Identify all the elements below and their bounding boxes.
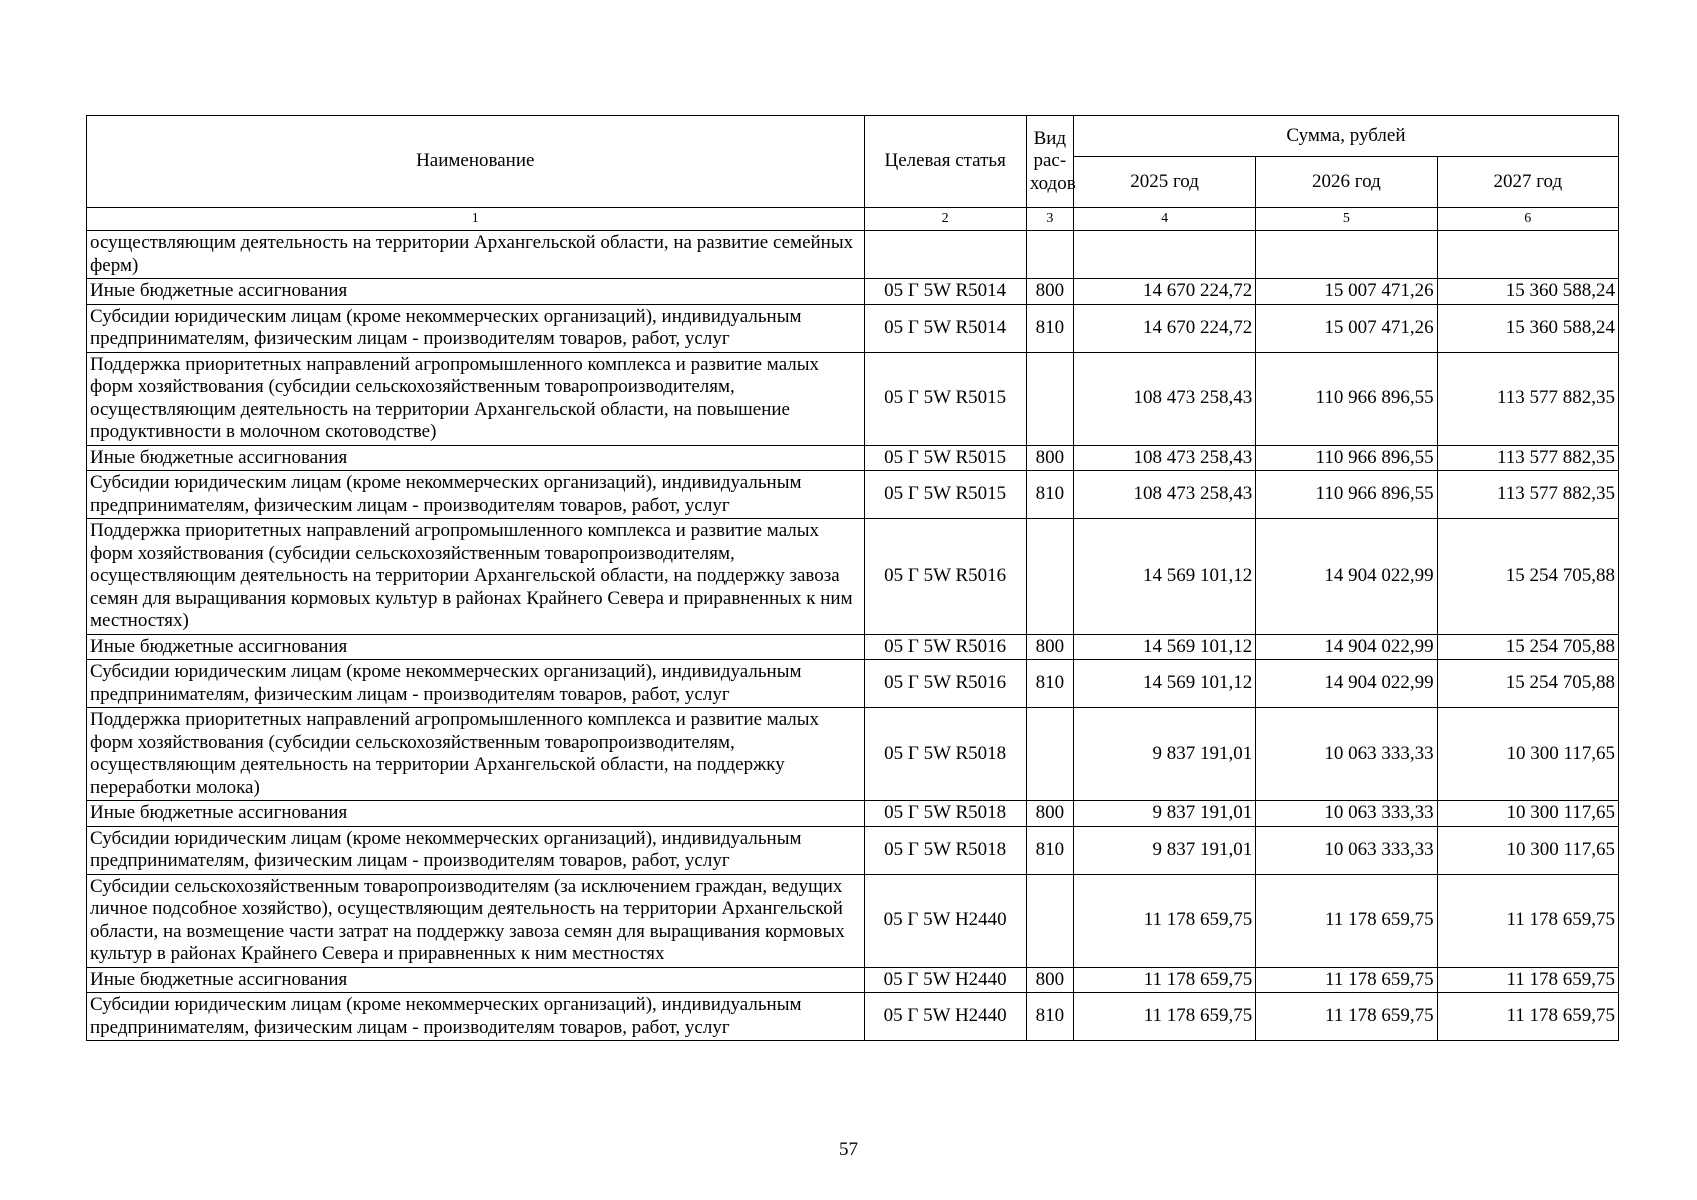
- row-expense-type: 800: [1026, 967, 1073, 993]
- row-name: Субсидии юридическим лицам (кроме некоммерческих организаций), индивидуальным предпринимателям, физическим лицам - производителям товаров, работ, услуг: [87, 304, 865, 352]
- table-row: [87, 993, 1619, 1041]
- table-row: [87, 471, 1619, 519]
- row-target-code: 05 Г 5W H2440: [864, 967, 1026, 993]
- table-row: [87, 352, 1619, 445]
- col-number: 5: [1256, 208, 1437, 231]
- row-amount-2025: [1073, 231, 1255, 279]
- row-amount-2027: 15 360 588,24: [1437, 304, 1618, 352]
- row-amount-2025: 108 473 258,43: [1073, 445, 1255, 471]
- table-row: [87, 634, 1619, 660]
- table-row: [87, 801, 1619, 827]
- row-amount-2027: 113 577 882,35: [1437, 352, 1618, 445]
- table-row: [87, 304, 1619, 352]
- header-target: Целевая статья: [864, 116, 1026, 208]
- row-name: Субсидии юридическим лицам (кроме некоммерческих организаций), индивидуальным предпринимателям, физическим лицам - производителям товаров, работ, услуг: [87, 993, 865, 1041]
- row-amount-2025: 108 473 258,43: [1073, 471, 1255, 519]
- row-amount-2027: 15 360 588,24: [1437, 279, 1618, 305]
- col-number: 6: [1437, 208, 1618, 231]
- row-expense-type: [1026, 874, 1073, 967]
- row-amount-2027: 11 178 659,75: [1437, 993, 1618, 1041]
- row-amount-2027: 10 300 117,65: [1437, 826, 1618, 874]
- row-target-code: 05 Г 5W H2440: [864, 993, 1026, 1041]
- table-row: [87, 231, 1619, 279]
- row-amount-2025: 14 670 224,72: [1073, 279, 1255, 305]
- row-name: Иные бюджетные ассигнования: [87, 801, 865, 827]
- row-amount-2025: 14 569 101,12: [1073, 519, 1255, 635]
- row-amount-2026: 110 966 896,55: [1256, 445, 1437, 471]
- row-expense-type: 800: [1026, 445, 1073, 471]
- table-row: [87, 874, 1619, 967]
- row-expense-type: 810: [1026, 660, 1073, 708]
- row-amount-2027: 113 577 882,35: [1437, 445, 1618, 471]
- row-target-code: [864, 231, 1026, 279]
- row-amount-2027: 15 254 705,88: [1437, 660, 1618, 708]
- row-expense-type: 800: [1026, 279, 1073, 305]
- row-amount-2027: 10 300 117,65: [1437, 708, 1618, 801]
- col-number: 1: [87, 208, 865, 231]
- row-amount-2026: 10 063 333,33: [1256, 826, 1437, 874]
- row-amount-2025: 11 178 659,75: [1073, 967, 1255, 993]
- row-amount-2026: 10 063 333,33: [1256, 801, 1437, 827]
- table-body: [87, 231, 1619, 1041]
- row-amount-2025: 11 178 659,75: [1073, 993, 1255, 1041]
- row-amount-2025: 14 670 224,72: [1073, 304, 1255, 352]
- row-name: Поддержка приоритетных направлений агропромышленного комплекса и развитие малых форм хозяйствования (субсидии сельскохозяйственным товаропроизводителям, осуществляющим деятельность на территории Архангельской области, на поддержку переработки молока): [87, 708, 865, 801]
- row-name: Субсидии сельскохозяйственным товаропроизводителям (за исключением граждан, ведущих личное подсобное хозяйство), осуществляющим деятельность на территории Архангельской области, на возмещение части затрат на поддержку завоза семян для выращивания кормовых культур в районах Крайнего Севера и приравненных к ним местностях: [87, 874, 865, 967]
- row-target-code: 05 Г 5W R5016: [864, 519, 1026, 635]
- row-name: Иные бюджетные ассигнования: [87, 445, 865, 471]
- row-target-code: 05 Г 5W R5018: [864, 826, 1026, 874]
- row-amount-2027: [1437, 231, 1618, 279]
- row-expense-type: 800: [1026, 634, 1073, 660]
- row-target-code: 05 Г 5W R5015: [864, 445, 1026, 471]
- row-expense-type: 800: [1026, 801, 1073, 827]
- row-target-code: 05 Г 5W R5016: [864, 660, 1026, 708]
- header-year-2026: 2026 год: [1256, 157, 1437, 208]
- col-number: 2: [864, 208, 1026, 231]
- header-year-2027: 2027 год: [1437, 157, 1618, 208]
- row-amount-2027: 113 577 882,35: [1437, 471, 1618, 519]
- row-amount-2025: 14 569 101,12: [1073, 660, 1255, 708]
- row-amount-2026: 14 904 022,99: [1256, 660, 1437, 708]
- row-target-code: 05 Г 5W R5016: [864, 634, 1026, 660]
- row-target-code: 05 Г 5W R5018: [864, 708, 1026, 801]
- row-expense-type: [1026, 352, 1073, 445]
- row-target-code: 05 Г 5W R5015: [864, 471, 1026, 519]
- row-expense-type: [1026, 519, 1073, 635]
- page-number: 57: [839, 1139, 858, 1160]
- row-name: осуществляющим деятельность на территории Архангельской области, на развитие семейных ферм): [87, 231, 865, 279]
- table-row: [87, 279, 1619, 305]
- row-expense-type: 810: [1026, 304, 1073, 352]
- row-amount-2026: 11 178 659,75: [1256, 874, 1437, 967]
- table-row: [87, 967, 1619, 993]
- row-amount-2027: 15 254 705,88: [1437, 519, 1618, 635]
- row-amount-2027: 11 178 659,75: [1437, 874, 1618, 967]
- table-row: [87, 826, 1619, 874]
- row-name: Иные бюджетные ассигнования: [87, 634, 865, 660]
- row-amount-2025: 108 473 258,43: [1073, 352, 1255, 445]
- row-amount-2027: 10 300 117,65: [1437, 801, 1618, 827]
- row-name: Иные бюджетные ассигнования: [87, 967, 865, 993]
- row-amount-2026: 11 178 659,75: [1256, 967, 1437, 993]
- row-amount-2026: 14 904 022,99: [1256, 519, 1437, 635]
- row-target-code: 05 Г 5W R5015: [864, 352, 1026, 445]
- row-amount-2026: 15 007 471,26: [1256, 279, 1437, 305]
- row-expense-type: [1026, 231, 1073, 279]
- row-amount-2025: 9 837 191,01: [1073, 708, 1255, 801]
- row-target-code: 05 Г 5W R5018: [864, 801, 1026, 827]
- row-amount-2026: 14 904 022,99: [1256, 634, 1437, 660]
- row-expense-type: 810: [1026, 993, 1073, 1041]
- row-amount-2025: 14 569 101,12: [1073, 634, 1255, 660]
- row-amount-2025: 11 178 659,75: [1073, 874, 1255, 967]
- row-expense-type: 810: [1026, 826, 1073, 874]
- table-row: [87, 660, 1619, 708]
- header-vid: Вид рас-ходов: [1026, 116, 1073, 208]
- table-row: [87, 519, 1619, 635]
- row-name: Субсидии юридическим лицам (кроме некоммерческих организаций), индивидуальным предпринимателям, физическим лицам - производителям товаров, работ, услуг: [87, 471, 865, 519]
- row-amount-2026: [1256, 231, 1437, 279]
- budget-table: [86, 115, 1619, 1041]
- header-sum: Сумма, рублей: [1073, 116, 1618, 157]
- col-number: 3: [1026, 208, 1073, 231]
- row-expense-type: 810: [1026, 471, 1073, 519]
- row-amount-2025: 9 837 191,01: [1073, 826, 1255, 874]
- row-amount-2027: 11 178 659,75: [1437, 967, 1618, 993]
- row-target-code: 05 Г 5W H2440: [864, 874, 1026, 967]
- row-amount-2026: 10 063 333,33: [1256, 708, 1437, 801]
- row-amount-2027: 15 254 705,88: [1437, 634, 1618, 660]
- row-name: Поддержка приоритетных направлений агропромышленного комплекса и развитие малых форм хозяйствования (субсидии сельскохозяйственным товаропроизводителям, осуществляющим деятельность на территории Архангельской области, на поддержку завоза семян для выращивания кормовых культур в районах Крайнего Севера и приравненных к ним местностях): [87, 519, 865, 635]
- header-name: Наименование: [87, 116, 865, 208]
- row-target-code: 05 Г 5W R5014: [864, 304, 1026, 352]
- row-amount-2026: 110 966 896,55: [1256, 352, 1437, 445]
- table-row: [87, 445, 1619, 471]
- row-amount-2026: 15 007 471,26: [1256, 304, 1437, 352]
- row-amount-2025: 9 837 191,01: [1073, 801, 1255, 827]
- column-number-row: [87, 208, 1619, 231]
- row-name: Субсидии юридическим лицам (кроме некоммерческих организаций), индивидуальным предпринимателям, физическим лицам - производителям товаров, работ, услуг: [87, 660, 865, 708]
- row-target-code: 05 Г 5W R5014: [864, 279, 1026, 305]
- row-name: Поддержка приоритетных направлений агропромышленного комплекса и развитие малых форм хозяйствования (субсидии сельскохозяйственным товаропроизводителям, осуществляющим деятельность на территории Архангельской области, на повышение продуктивности в молочном скотоводстве): [87, 352, 865, 445]
- row-expense-type: [1026, 708, 1073, 801]
- row-amount-2026: 11 178 659,75: [1256, 993, 1437, 1041]
- row-amount-2026: 110 966 896,55: [1256, 471, 1437, 519]
- col-number: 4: [1073, 208, 1255, 231]
- table-row: [87, 708, 1619, 801]
- row-name: Иные бюджетные ассигнования: [87, 279, 865, 305]
- row-name: Субсидии юридическим лицам (кроме некоммерческих организаций), индивидуальным предпринимателям, физическим лицам - производителям товаров, работ, услуг: [87, 826, 865, 874]
- header-year-2025: 2025 год: [1073, 157, 1255, 208]
